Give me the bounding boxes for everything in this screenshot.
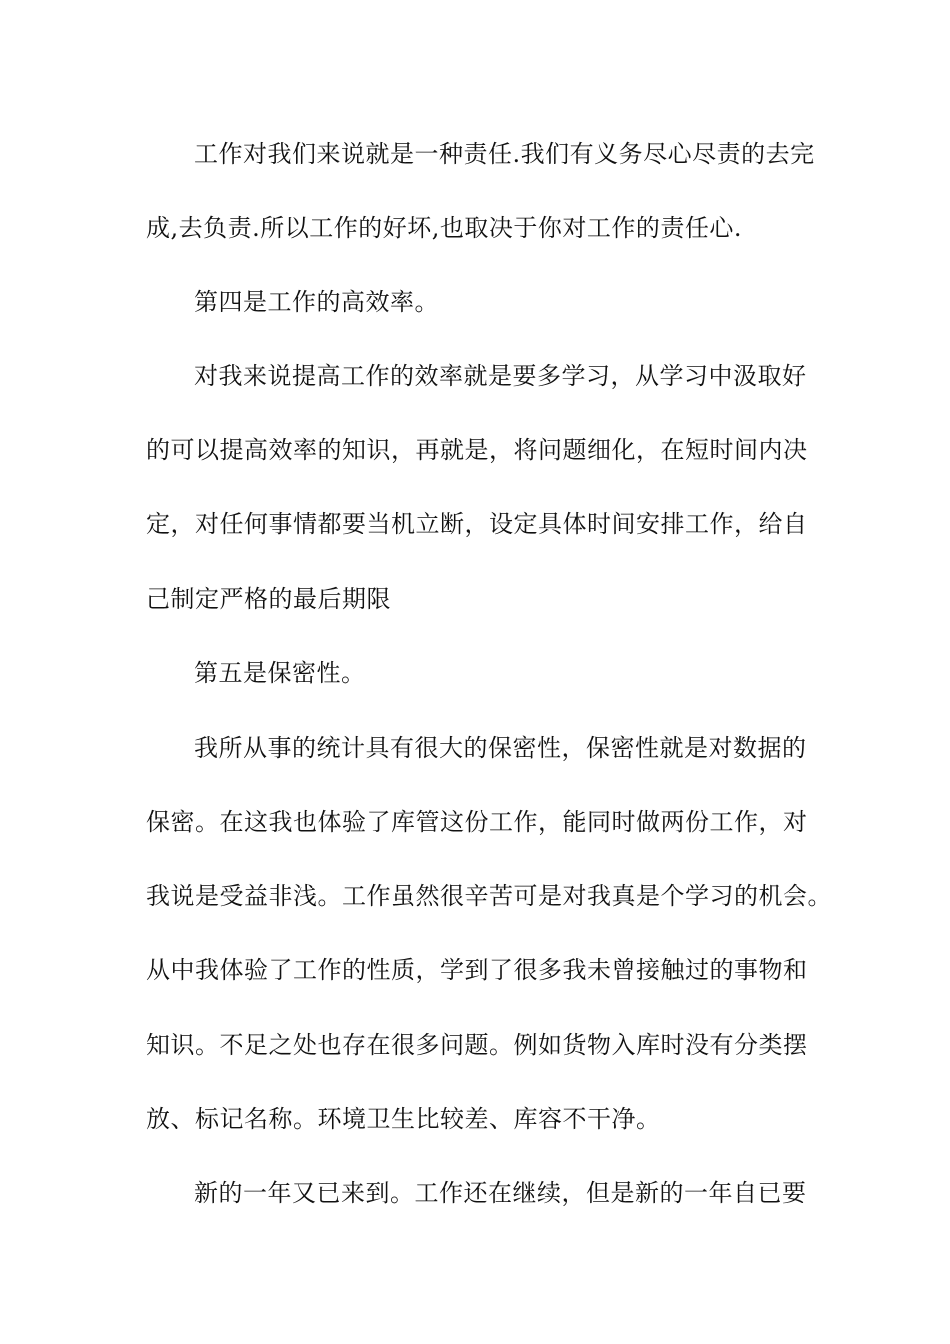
text-line: 新的一年又已来到。工作还在继续，但是新的一年自已要 [194,1179,807,1207]
text-line: 的可以提高效率的知识，再就是，将问题细化，在短时间内决 [146,436,808,464]
text-line: 我所从事的统计具有很大的保密性，保密性就是对数据的 [194,734,807,762]
text-line: 从中我体验了工作的性质，学到了很多我未曾接触过的事物和 [146,956,808,984]
section-heading: 第五是保密性。 [194,659,366,687]
text-line: 工作对我们来说就是一种责任.我们有义务尽心尽责的去完 [194,140,815,168]
text-line: 放、标记名称。环境卫生比较差、库容不干净。 [146,1105,661,1133]
text-line: 对我来说提高工作的效率就是要多学习，从学习中汲取好 [194,362,807,390]
text-line: 保密。在这我也体验了库管这份工作，能同时做两份工作，对 [146,808,808,836]
text-line: 成,去负责.所以工作的好坏,也取决于你对工作的责任心. [146,214,743,242]
text-line: 定，对任何事情都要当机立断，设定具体时间安排工作，给自 [146,510,808,538]
section-heading: 第四是工作的高效率。 [194,288,439,316]
text-line: 知识。不足之处也存在很多问题。例如货物入库时没有分类摆 [146,1031,808,1059]
text-line: 己制定严格的最后期限 [146,585,391,613]
text-line: 我说是受益非浅。工作虽然很辛苦可是对我真是个学习的机会。 [146,882,832,910]
